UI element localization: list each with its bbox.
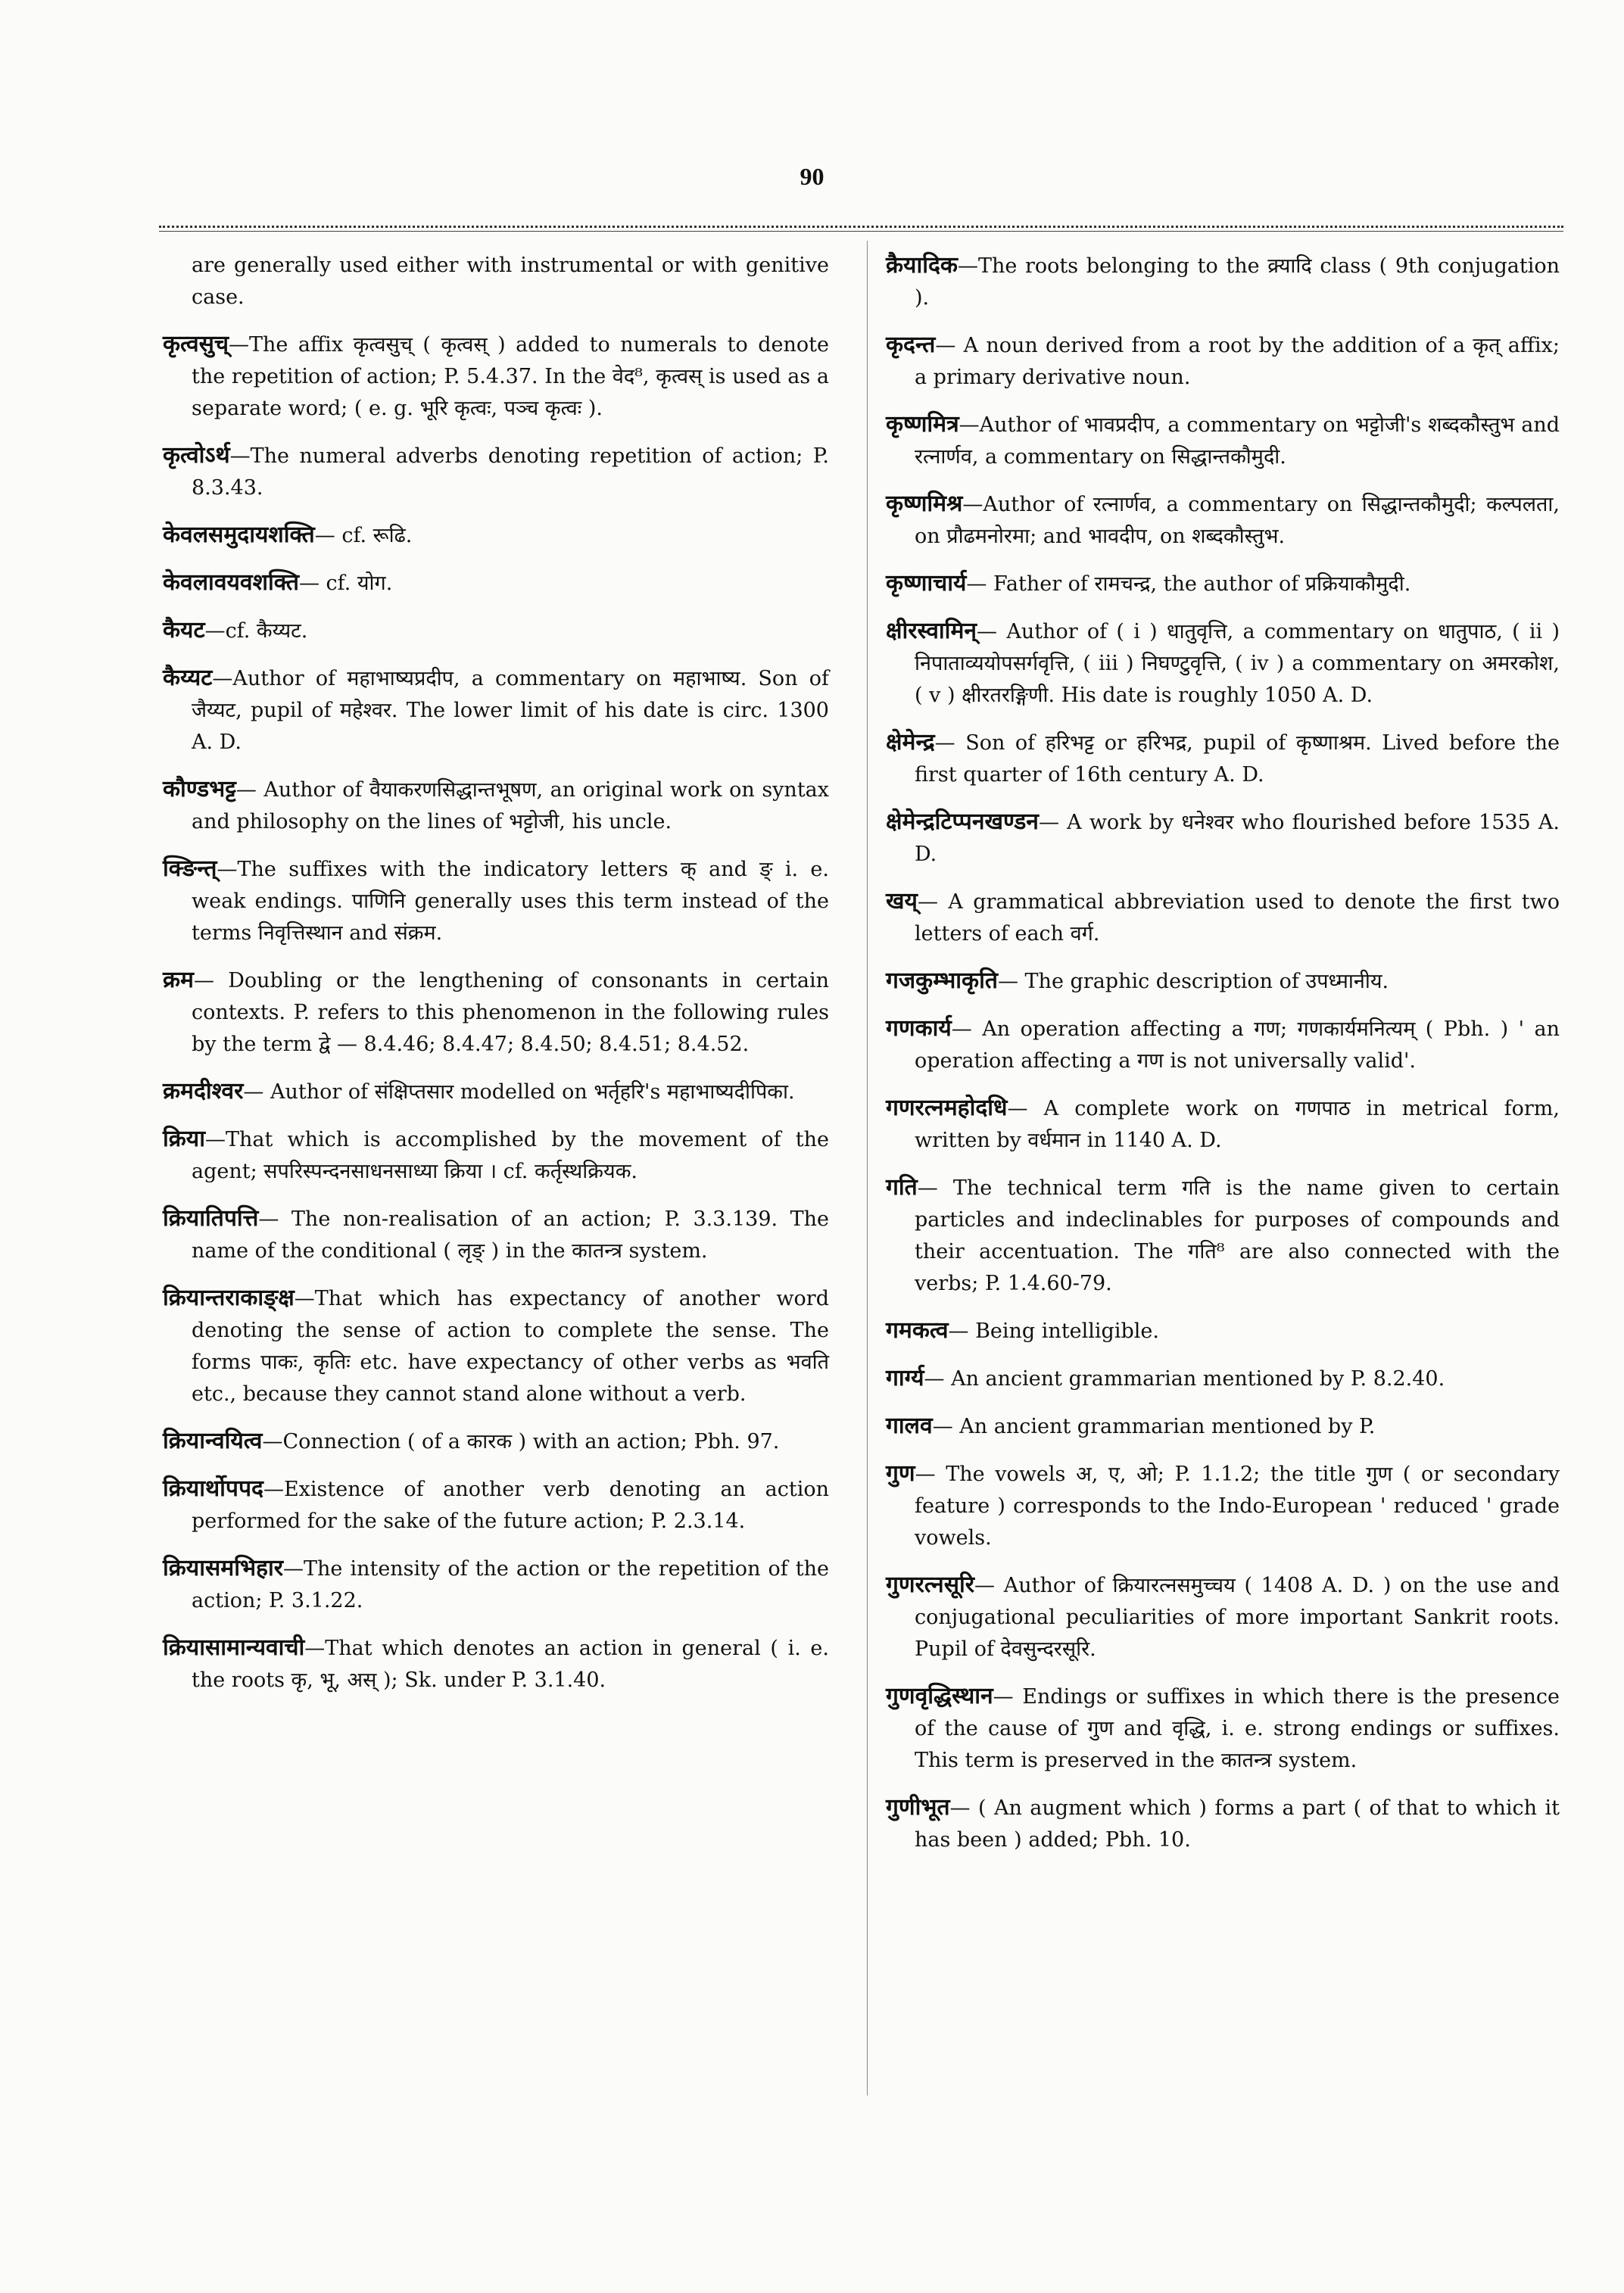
entry-definition: —The numeral adverbs denoting repetition of action; P. 8.3.43. [192,444,829,500]
column-divider [867,241,868,2095]
dictionary-entry [163,250,829,313]
entry-headword: गुणरत्नसूरि [886,1572,975,1598]
entry-headword: कृत्वसुच् [163,331,229,357]
entry-headword: कृष्णमिश्र [886,491,963,517]
entry-definition: —The intensity of the action or the repetition of the action; P. 3.1.22. [192,1557,829,1612]
dictionary-entry [886,886,1560,950]
dictionary-entry [886,1013,1560,1077]
dictionary-entry [163,440,829,504]
entry-headword: क्रियान्तराकाङ्क्ष [163,1285,295,1311]
entry-headword: केवलसमुदायशक्ति [163,522,315,548]
right-column [886,250,1560,1871]
entry-definition: — Father of रामचन्द्र, the author of प्रक्रियाकौमुदी. [966,572,1411,596]
entry-headword: क्षीरस्वामिन् [886,618,977,644]
dictionary-entry [163,1282,829,1410]
entry-definition: — The non-realisation of an action; P. 3.3.139. The name of the conditional ( लृङ् ) in the कातन्त्र system. [192,1207,829,1263]
entry-headword: गुण [886,1460,915,1487]
header-rule-thin [159,231,1563,232]
entry-definition: —cf. कैय्यट. [204,619,308,643]
dictionary-entry [886,965,1560,998]
dictionary-entry [163,1203,829,1267]
dictionary-entry [163,662,829,759]
entry-headword: कैय्यट [163,665,213,691]
dictionary-entry [163,615,829,647]
entry-definition: — An ancient grammarian mentioned by P. [932,1415,1376,1438]
entry-definition: —That which has expectancy of another word denoting the sense of action to complete the sense. The forms पाकः, कृतिः etc. have expectancy of other verbs as भवति etc., because they cannot stand alone without a verb. [192,1287,829,1406]
entry-headword: क्रियातिपत्ति [163,1205,259,1232]
entry-headword: क्ङिन्त् [163,855,217,882]
entry-definition: are generally used either with instrumental or with genitive case. [192,254,829,309]
dictionary-entry [886,1315,1560,1347]
entry-definition: —Author of महाभाष्यप्रदीप, a commentary on महाभाष्य. Son of जैय्यट, pupil of महेश्वर. The lower limit of his date is circ. 1300 A. D. [192,667,829,754]
entry-definition: — A complete work on गणपाठ in metrical form, written by वर्धमान in 1140 A. D. [915,1097,1560,1152]
entry-headword: गणकार्य [886,1015,952,1042]
entry-definition: — Son of हरिभट्ट or हरिभद्र, pupil of कृष्णाश्रम. Lived before the first quarter of 16th century A. D. [915,731,1560,787]
dictionary-entry [163,1473,829,1537]
entry-definition: — A work by धनेश्वर who flourished before 1535 A. D. [915,811,1560,866]
entry-definition: —Connection ( of a कारक ) with an action; Pbh. 97. [262,1430,780,1453]
entry-headword: क्रियार्थोपपद [163,1475,263,1502]
entry-headword: कृष्णमित्र [886,411,959,438]
entry-definition: — Being intelligible. [948,1319,1159,1343]
dictionary-entry [163,853,829,949]
entry-definition: —That which denotes an action in general ( i. e. the roots कृ, भू, अस् ); Sk. under P. 3.1.40. [192,1637,829,1692]
entry-definition: — Author of ( i ) धातुवृत्ति, a commentary on धातुपाठ, ( ii ) निपाताव्ययोपसर्गवृत्ति, ( iii ) निघण्टुवृत्ति, ( iv ) a commentary on अमरकोश, ( v ) क्षीरतरङ्गिणी. His date is roughly 1050 A. D. [915,620,1560,707]
page-number: 90 [800,163,824,190]
entry-definition: — Author of संक्षिप्तसार modelled on भर्तृहरि's महाभाष्यदीपिका. [243,1080,795,1104]
dictionary-entry [886,806,1560,871]
dictionary-entry [886,409,1560,473]
dictionary-entry [886,727,1560,791]
dictionary-entry [886,1681,1560,1777]
entry-headword: कैयट [163,617,205,643]
dictionary-entry [163,567,829,600]
entry-headword: क्रियासामान्यवाची [163,1634,305,1661]
entry-definition: — Endings or suffixes in which there is the presence of the cause of गुण and वृद्धि, i. e. strong endings or suffixes. This term is preserved in the कातन्त्र system. [915,1685,1560,1772]
entry-headword: क्षेमेन्द्रटिप्पनखण्डन [886,808,1039,835]
dictionary-entry [886,1092,1560,1157]
entry-headword: क्षेमेन्द्र [886,729,935,756]
dictionary-entry [886,488,1560,553]
dictionary-entry [163,329,829,425]
entry-definition: —That which is accomplished by the movement of the agent; सपरिस्पन्दनसाधनसाध्या क्रिया । cf. कर्तृस्थक्रियक. [192,1128,829,1183]
dictionary-entry [163,1123,829,1188]
entry-headword: क्रियान्वयित्व [163,1428,263,1454]
entry-headword: गजकुम्भाकृति [886,967,998,994]
entry-definition: —Existence of another verb denoting an action performed for the sake of the future action; P. 2.3.14. [192,1478,829,1533]
entry-definition: — Author of क्रियारत्नसमुच्चय ( 1408 A. D. ) on the use and conjugational peculiarities of more important Sankrit roots. Pupil of देवसुन्दरसूरि. [915,1574,1560,1661]
dictionary-entry [163,519,829,552]
entry-headword: खय् [886,888,918,914]
entry-definition: —The suffixes with the indicatory letters क् and ङ् i. e. weak endings. पाणिनि generally uses this term instead of the terms निवृत्तिस्थान and संक्रम. [192,858,829,945]
entry-definition: — An operation affecting a गण; गणकार्यमनित्यम् ( Pbh. ) ' an operation affecting a गण is not universally valid'. [915,1017,1560,1073]
entry-definition: —Author of रत्नार्णव, a commentary on सिद्धान्तकौमुदी; कल्पलता, on प्रौढमनोरमा; and भावदीप, on शब्दकौस्तुभ. [915,493,1560,548]
dictionary-entry [163,1076,829,1108]
dictionary-entry [163,774,829,838]
entry-headword: केवलावयवशक्ति [163,569,299,596]
entry-headword: गमकत्व [886,1317,949,1344]
entry-headword: कौण्डभट्ट [163,776,236,802]
entry-headword: गुणीभूत [886,1794,950,1821]
entry-definition: — cf. योग. [298,572,393,595]
dictionary-entry [886,250,1560,314]
entry-headword: क्रमदीश्वर [163,1078,244,1104]
dictionary-entry [886,1410,1560,1443]
entry-definition: — An ancient grammarian mentioned by P. 8.2.40. [924,1367,1445,1391]
dictionary-entry [163,1632,829,1696]
dictionary-entry [163,964,829,1061]
entry-headword: क्रिया [163,1126,205,1152]
header-rule [159,226,1563,228]
entry-definition: —The roots belonging to the क्र्यादि class ( 9th conjugation ). [915,254,1560,310]
entry-definition: — The graphic description of उपध्मानीय. [997,970,1389,993]
entry-definition: — A noun derived from a root by the addition of a कृत् affix; a primary derivative noun. [915,334,1560,389]
dictionary-entry [886,568,1560,600]
dictionary-entry [886,1458,1560,1554]
entry-definition: — cf. रूढि. [314,524,413,547]
dictionary-entry [886,1172,1560,1300]
entry-headword: गति [886,1174,918,1201]
entry-definition: —Author of भावप्रदीप, a commentary on भट्टोजी's शब्दकौस्तुभ and रत्नार्णव, a commentary on सिद्धान्तकौमुदी. [915,413,1560,469]
dictionary-entry [886,329,1560,394]
left-column [163,250,829,1712]
entry-definition: — A grammatical abbreviation used to denote the first two letters of each वर्ग. [915,890,1560,946]
entry-definition: — The vowels अ, ए, ओ; P. 1.1.2; the title गुण ( or secondary feature ) corresponds to the Indo-European ' reduced ' grade vowels. [915,1463,1560,1550]
dictionary-entry [886,1792,1560,1856]
entry-definition: — The technical term गति is the name given to certain particles and indeclinables for purposes of compounds and their accentuation. The गति⁸ are also connected with the verbs; P. 1.4.60-79. [915,1176,1560,1295]
entry-headword: गालव [886,1413,933,1439]
entry-definition: — ( An augment which ) forms a part ( of that to which it has been ) added; Pbh. 10. [915,1796,1560,1852]
entry-headword: गुणवृद्धिस्थान [886,1683,993,1709]
dictionary-entry [886,615,1560,712]
entry-headword: गार्ग्य [886,1365,924,1391]
entry-headword: क्रम [163,967,194,993]
dictionary-entry [163,1425,829,1458]
entry-headword: क्रियासमभिहार [163,1555,284,1581]
dictionary-entry [886,1569,1560,1665]
entry-definition: — Author of वैयाकरणसिद्धान्तभूषण, an original work on syntax and philosophy on the lines of भट्टोजी, his uncle. [192,778,829,833]
entry-definition: — Doubling or the lengthening of consonants in certain contexts. P. refers to this phenomenon in the following rules by the term द्वे — 8.4.46; 8.4.47; 8.4.50; 8.4.51; 8.4.52. [192,969,829,1056]
entry-headword: कृत्वोऽर्थ [163,442,230,469]
entry-headword: कृदन्त [886,332,936,358]
entry-headword: क्रैयादिक [886,252,958,279]
entry-headword: कृष्णाचार्य [886,570,967,597]
entry-definition: —The affix कृत्वसुच् ( कृत्वस् ) added to numerals to denote the repetition of action; P. 5.4.37. In the वेद⁸, कृत्वस् is used as a separate word; ( e. g. भूरि कृत्वः, पञ्च कृत्वः ). [192,333,829,420]
dictionary-entry [886,1363,1560,1395]
entry-headword: गणरत्नमहोदधि [886,1095,1008,1121]
dictionary-entry [163,1553,829,1617]
